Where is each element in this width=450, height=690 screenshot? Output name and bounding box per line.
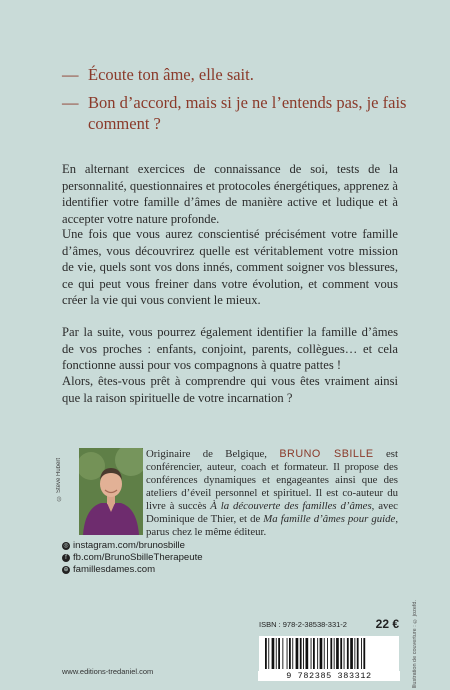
facebook-link[interactable] [62, 552, 203, 563]
quote-dash: — [62, 65, 79, 84]
author-name: BRUNO SBILLE [279, 448, 374, 460]
paragraph-1: En alternant exercices de connaissance de soi, tests de la personnalité, questionnaires et protocoles énergétiques, apprenez à identifier votre famille d’âmes de manière active et ludique et à accepter votre nature profonde. [62, 162, 398, 226]
isbn: ISBN : 978-2-38538-331-2 [259, 620, 347, 629]
book-title-2: Ma famille d’âmes pour guide [263, 513, 396, 525]
barcode-bar [265, 638, 267, 669]
cover-credit: Illustration de couverture : © jozefd. [412, 600, 418, 689]
barcode-bar [317, 638, 318, 669]
barcode-bar [334, 638, 335, 669]
barcode-bar [340, 638, 342, 669]
barcode-bar [327, 638, 328, 669]
author-bio [146, 448, 398, 539]
website-link[interactable] [62, 564, 155, 575]
bio-part-2: , avec Dominique de Thier, et de [146, 500, 398, 525]
paragraph-3: Par la suite, vous pourrez également identifier la famille d’âmes de vos proches : enfants, conjoint, parents, collègues… et cela fonctionne aussi pour vos compagnons à quatre pattes ! [62, 325, 398, 372]
barcode-bar [287, 638, 288, 669]
barcode-bar [300, 638, 302, 669]
quote-1 [62, 64, 412, 85]
barcode-bar [282, 638, 283, 669]
barcode-bar [268, 638, 269, 669]
instagram-icon: ◎ [63, 542, 69, 549]
barcode-bar [276, 638, 277, 669]
facebook-icon: f [62, 554, 70, 562]
barcode-bar [306, 638, 309, 669]
barcode-bar [320, 638, 323, 669]
barcode-bar [354, 638, 355, 669]
barcode-bar [350, 638, 353, 669]
barcode-bar [324, 638, 325, 669]
quote-dash: — [62, 93, 79, 112]
barcode-bar [347, 638, 349, 669]
barcode-bar [363, 638, 365, 669]
barcode-bar [330, 638, 332, 669]
barcode-bar [311, 638, 312, 669]
paragraph-2: Une fois que vous aurez conscientisé précisément votre famille d’âmes, vous découvrirez quelle est véritablement votre mission de vie, quels sont vos dons innés, comment soigner vos blessures, ce qui peut vous freiner dans votre évolution, et comment vous créer la vie qui vous convient le mieux. [62, 227, 398, 307]
barcode [259, 636, 399, 671]
globe-icon: ⊕ [63, 566, 69, 573]
bio-part-1: est conférencier, auteur, coach et formateur. Il propose des conférences dynamiques et engageantes ainsi que des ateliers d’éveil personnel et spirituel. Il est co-auteur du livre à succès [146, 448, 398, 512]
isbn-row [259, 617, 399, 631]
barcode-bar [303, 638, 304, 669]
author-portrait-icon [79, 448, 143, 535]
bio-intro: Originaire de Belgique, [146, 448, 280, 460]
bio-part-3: , parus chez le même éditeur. [146, 513, 399, 538]
barcode-bar [344, 638, 345, 669]
website-text: famillesdames.com [73, 564, 156, 575]
author-photo [79, 448, 143, 535]
barcode-bar [336, 638, 339, 669]
barcode-bar [289, 638, 291, 669]
quote-text: Bon d’accord, mais si je ne l’entends pas, je fais comment ? [88, 93, 407, 133]
facebook-text: fb.com/BrunoSbilleTherapeute [73, 552, 203, 563]
instagram-text: instagram.com/brunosbille [73, 540, 185, 551]
quote-2 [62, 92, 412, 134]
instagram-link[interactable] [62, 540, 185, 551]
barcode-bar [357, 638, 359, 669]
barcode-bar [292, 638, 293, 669]
publisher-website[interactable]: www.editions-tredaniel.com [62, 667, 154, 676]
barcode-bar [272, 638, 275, 669]
barcode-digits: 9 782385 383312 [258, 671, 400, 681]
photo-credit: © Steve Hubert [56, 458, 62, 501]
barcode-bar [296, 638, 299, 669]
quote-text: Écoute ton âme, elle sait. [88, 65, 254, 84]
barcode-bar [313, 638, 315, 669]
paragraph-4: Alors, êtes-vous prêt à comprendre qui vous êtes vraiment ainsi que la raison spirituelle de votre incarnation ? [62, 374, 398, 405]
price: 22 € [375, 617, 399, 631]
barcode-bar [361, 638, 362, 669]
barcode-bar [278, 638, 280, 669]
book-title-1: À la découverte des familles d’âmes [210, 500, 372, 512]
